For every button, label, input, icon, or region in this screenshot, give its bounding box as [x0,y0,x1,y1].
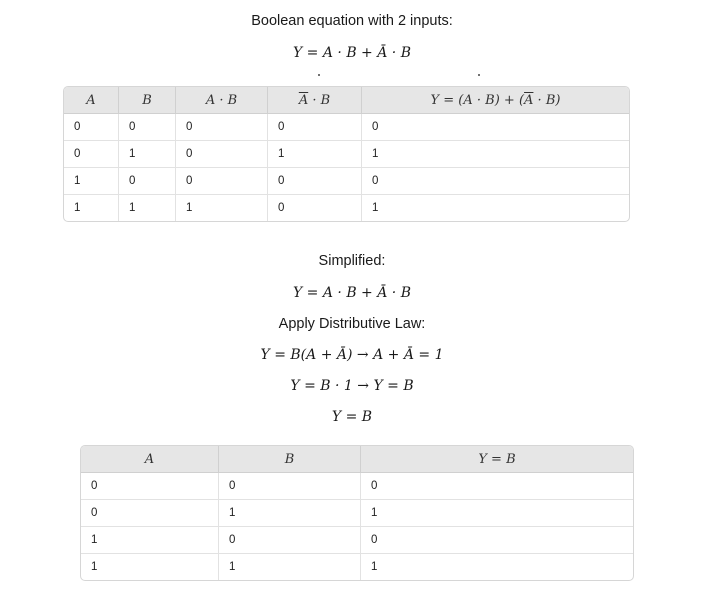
header-a: A [81,446,219,473]
table-cell: 0 [362,114,629,141]
table-row [81,500,633,527]
header-y-equals-b: Y = B [361,446,633,473]
table-cell: 1 [371,561,378,573]
section-title: Boolean equation with 2 inputs: [251,13,453,29]
table-cell: 1 [268,141,362,168]
table-cell: 0 [268,114,362,141]
header-b: B [119,87,176,114]
table-cell: 1 [362,141,629,168]
distributive-step: Y = B(A + Ā) → A + Ā = 1 [260,347,444,363]
decorative-dot [478,74,480,76]
table-cell: 1 [64,195,119,221]
table-header-row [64,87,629,114]
header-a-and-b: A · B [176,87,268,114]
table-row [64,114,629,141]
header-y-expression: $Y = (A \cdot B) + (\overline{A} \cdot B)$ [362,87,629,114]
table-cell: 0 [361,473,633,500]
table-cell: 0 [176,114,268,141]
table-cell: 1 [119,141,176,168]
table-row [64,141,629,168]
table-cell: 0 [361,527,633,554]
truth-table-1 [63,86,630,222]
table-cell: 0 [362,168,629,195]
table-cell: 0 [119,114,176,141]
table-cell: 1 [219,554,361,580]
table-row [81,473,633,500]
table-cell: 0 [81,500,219,527]
header-b: B [219,446,361,473]
table-cell: 1 [372,202,379,214]
table-cell: 0 [81,473,219,500]
simplified-label: Simplified: [318,253,386,269]
table-cell: 1 [119,195,176,221]
decorative-dot [318,74,320,76]
table-cell: 1 [219,500,361,527]
table-cell: 0 [64,141,119,168]
simplified-equation: Y = A · B + Ā · B [292,285,411,301]
distributive-law-label: Apply Distributive Law: [278,316,426,332]
table-cell: 1 [81,554,219,580]
table-row [64,195,629,221]
table-cell: 0 [176,141,268,168]
table-cell: 0 [268,195,362,221]
table-cell: 1 [64,168,119,195]
truth-table-2 [80,445,634,581]
table-cell: 0 [119,168,176,195]
table-row [64,168,629,195]
header-a: A [64,87,119,114]
table-cell: 0 [268,168,362,195]
simplify-step: Y = B · 1 → Y = B [290,378,414,394]
table-cell: 0 [176,168,268,195]
table-row [81,554,633,580]
header-not-a-and-b: $\overline{A} \cdot B$ [268,87,362,114]
table-row [81,527,633,554]
table-cell: 0 [219,473,361,500]
table-cell: 1 [81,527,219,554]
table-cell: 1 [361,500,633,527]
result-equation: Y = B [331,409,373,425]
boolean-equation: Y = A · B + Ā · B [292,45,411,61]
table-cell: 0 [219,527,361,554]
table-header-row [81,446,633,473]
table-cell: 0 [64,114,119,141]
table-cell: 1 [176,195,268,221]
